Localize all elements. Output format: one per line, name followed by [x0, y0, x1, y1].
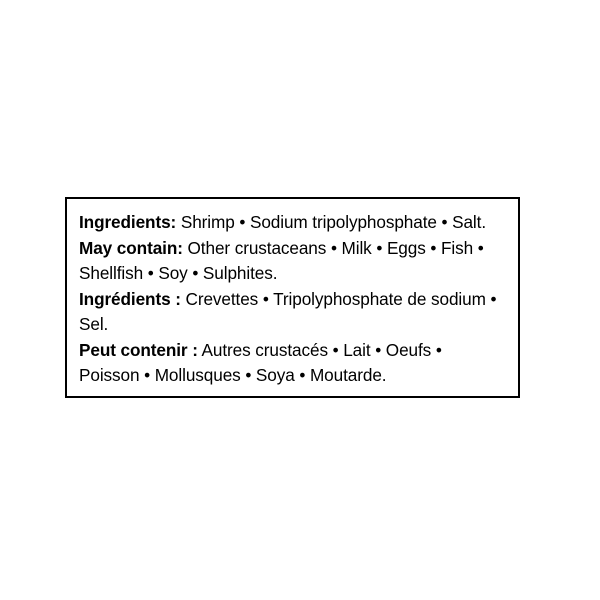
ingredients-label-panel	[65, 197, 520, 398]
ingredients-french-line	[79, 287, 504, 338]
ingredients-english-heading: Ingredients:	[79, 212, 177, 232]
ingredients-english-line	[79, 210, 504, 236]
may-contain-french-line	[79, 338, 504, 389]
ingredients-french-text: Crevettes • Tripolyphosphate de sodium • Sel.	[79, 288, 497, 334]
ingredients-french-heading: Ingrédients :	[79, 288, 181, 309]
ingredients-english-text: Shrimp • Sodium tripolyphosphate • Salt.	[176, 212, 486, 232]
label-text-block	[67, 199, 518, 389]
may-contain-english-heading: May contain:	[79, 237, 183, 258]
may-contain-french-text: Autres crustacés • Lait • Oeufs • Poisson • Mollusques • Soya • Moutarde.	[79, 339, 442, 385]
may-contain-english-text: Other crustaceans • Milk • Eggs • Fish • Shellfish • Soy • Sulphites.	[79, 237, 484, 283]
may-contain-english-line	[79, 236, 504, 287]
may-contain-french-heading: Peut contenir :	[79, 339, 198, 360]
